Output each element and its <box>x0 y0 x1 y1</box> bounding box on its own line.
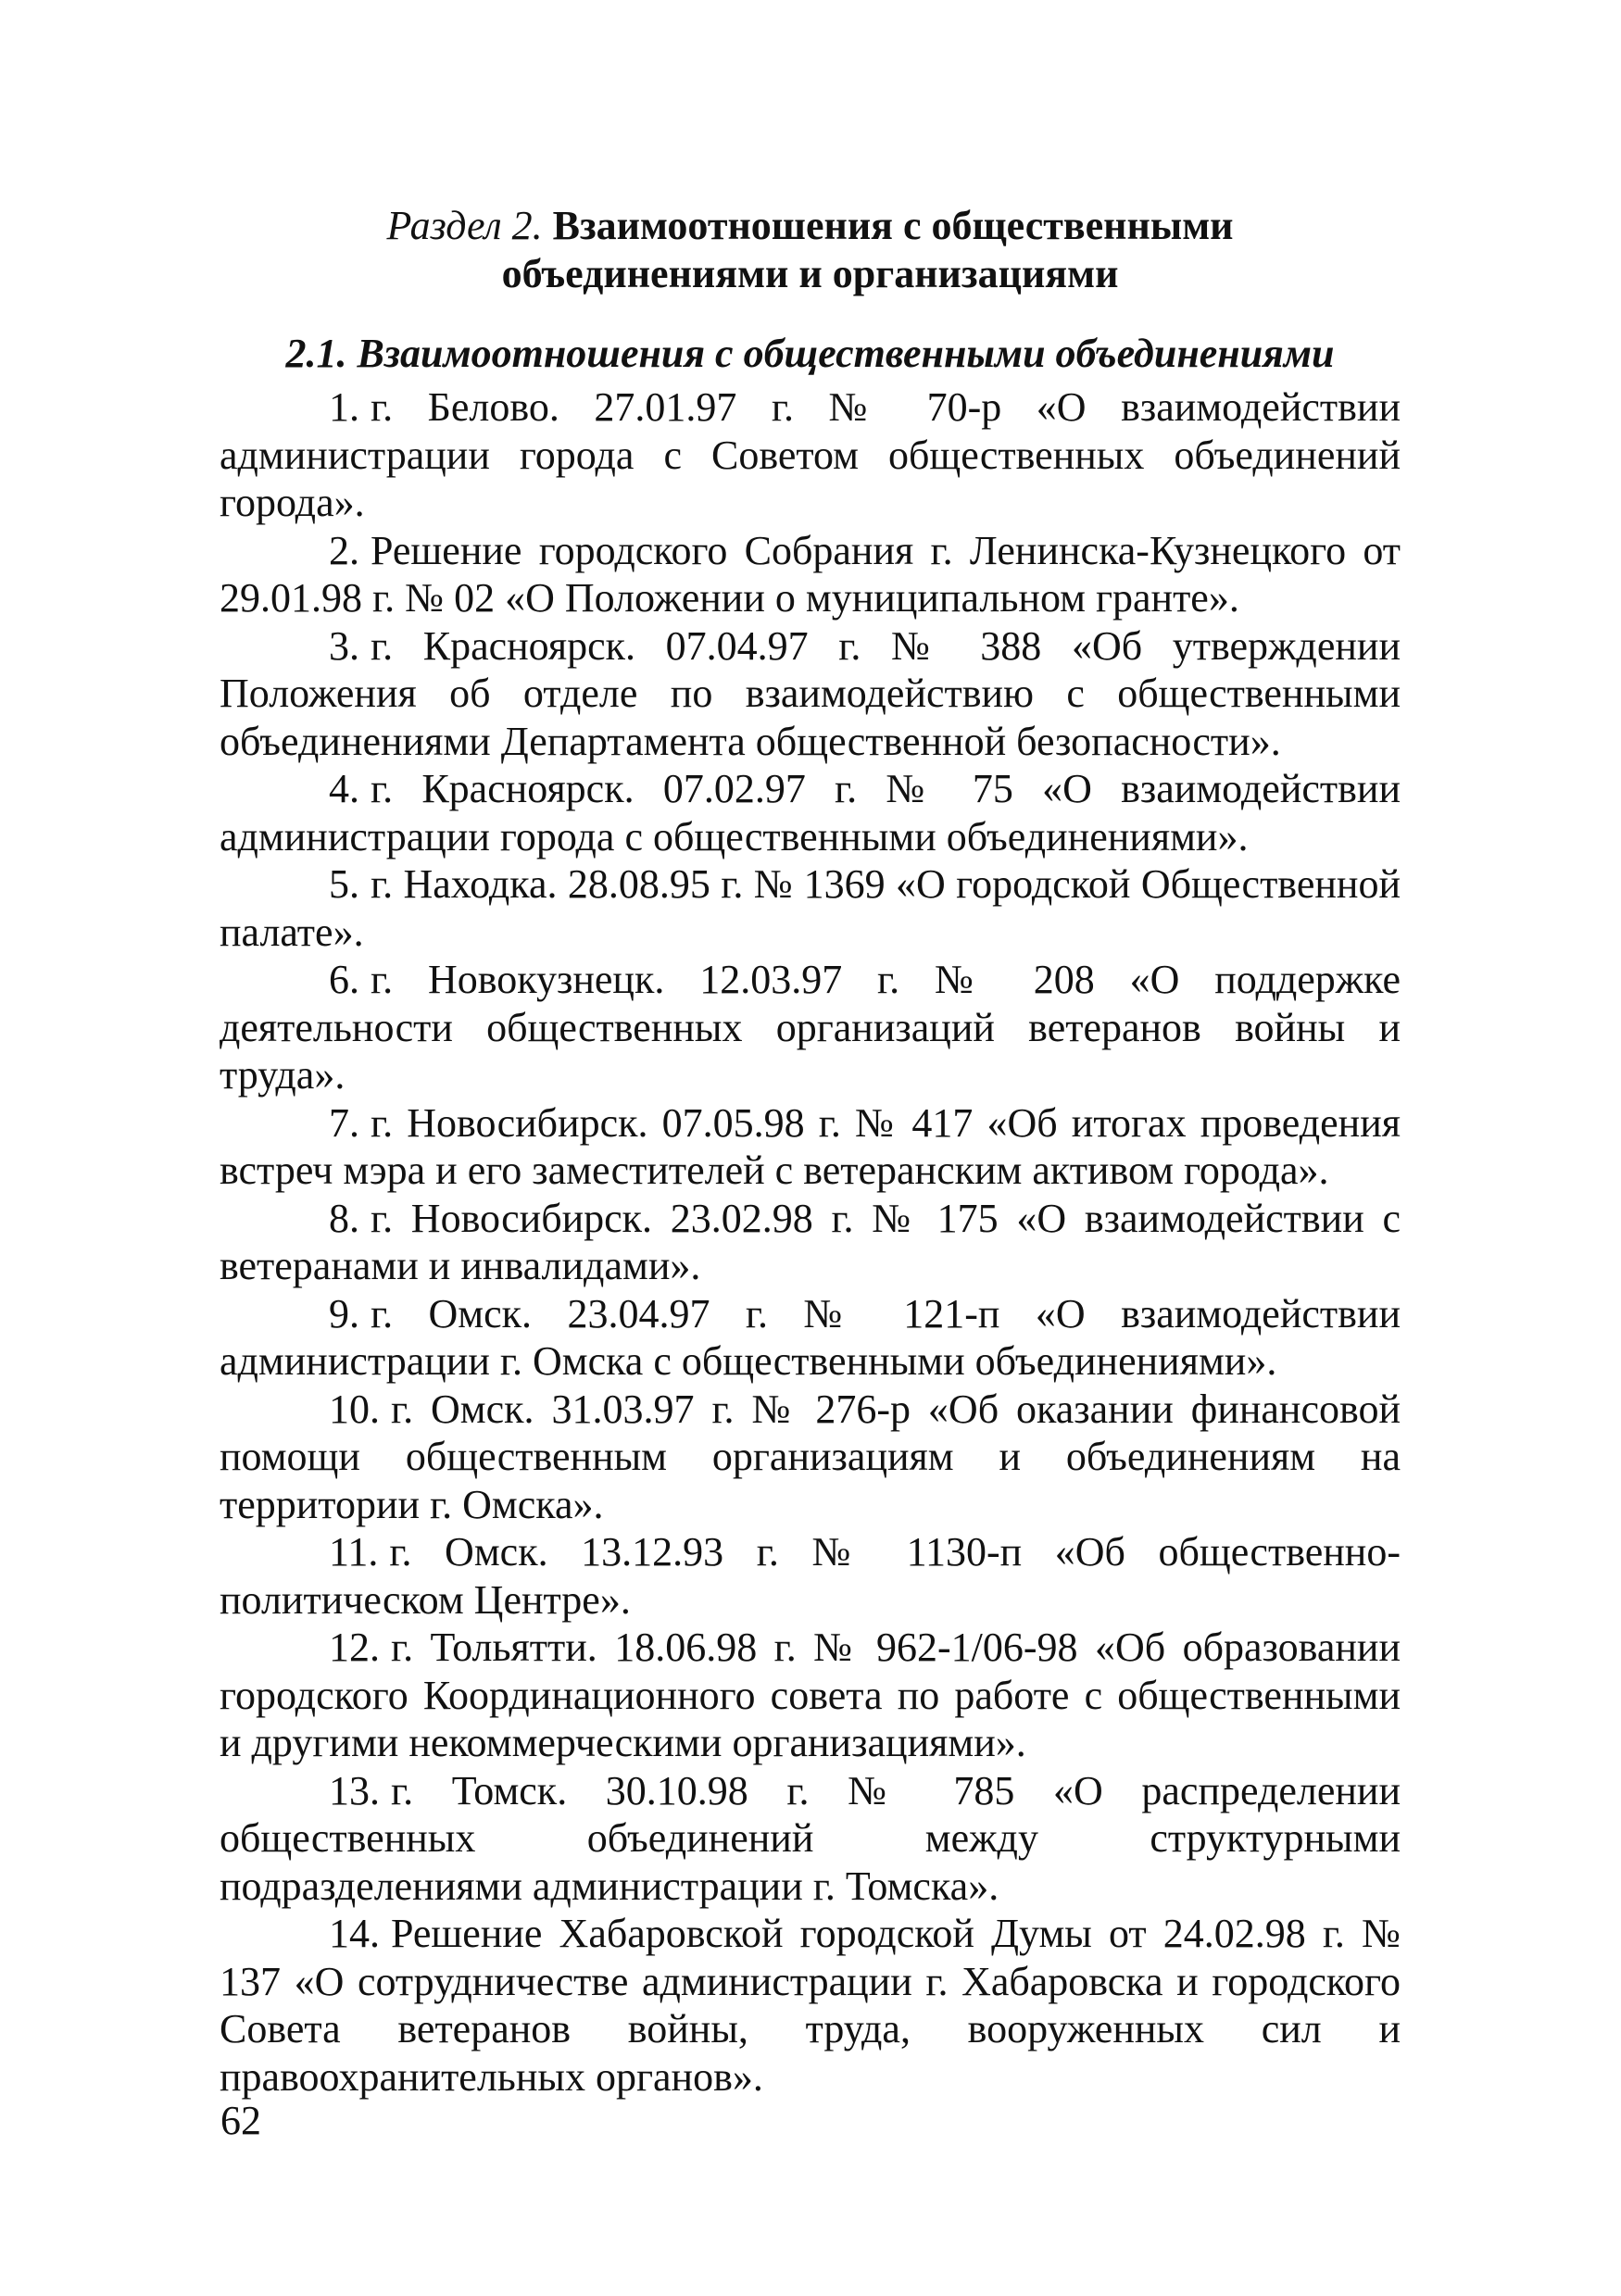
list-item <box>220 1099 1401 1195</box>
list-item-text: г. Омск. 23.04.97 г. № 121-п «О взаимодействии администрации г. Омска с общественными объединениями». <box>220 1290 1401 1384</box>
list-item <box>220 1528 1401 1624</box>
list-item-number: 3. <box>329 622 359 669</box>
list-item-text: г. Новокузнецк. 12.03.97 г. № 208 «О поддержке деятельности общественных организаций ветеранов войны и труда». <box>220 957 1401 1098</box>
list-item-number: 13. <box>329 1767 380 1813</box>
list-item-number: 6. <box>329 957 359 1002</box>
list-item-number: 11. <box>329 1529 379 1575</box>
list-item-text: г. Новосибирск. 23.02.98 г. № 175 «О взаимодействии с ветеранами и инвалидами». <box>220 1195 1401 1288</box>
section-heading-line-1 <box>220 202 1401 250</box>
list-item <box>220 527 1401 622</box>
list-item-number: 9. <box>329 1290 359 1336</box>
list-item-text: г. Находка. 28.08.95 г. № 1369 «О городской Общественной палате». <box>220 861 1401 955</box>
list-item-text: Решение городского Собрания г. Ленинска-Кузнецкого от 29.01.98 г. № 02 «О Положении о муниципальном гранте». <box>220 527 1401 621</box>
list-item <box>220 1624 1401 1767</box>
list-item-number: 8. <box>329 1195 359 1241</box>
list-item-text: г. Тольятти. 18.06.98 г. № 962-1/06-98 «Об образовании городского Координационного совета по работе с общественными и другими некоммерческими организациями». <box>220 1625 1401 1765</box>
section-title-line-2: объединениями и организациями <box>501 251 1119 296</box>
list-item <box>220 1195 1401 1290</box>
list-item <box>220 860 1401 956</box>
subsection-heading: 2.1. Взаимоотношения с общественными объединениями <box>285 331 1335 376</box>
section-title-line-1: Взаимоотношения с общественными <box>552 203 1234 248</box>
list-item-text: г. Новосибирск. 07.05.98 г. № 417 «Об итогах проведения встреч мэра и его заместителей с ветеранским активом города». <box>220 1099 1401 1193</box>
list-item-number: 2. <box>329 527 359 573</box>
list-item-number: 14. <box>329 1911 380 1956</box>
list-item <box>220 1386 1401 1529</box>
document-entries-list <box>220 383 1401 2101</box>
section-label: Раздел 2. <box>386 203 543 248</box>
list-item <box>220 622 1401 766</box>
list-item-text: г. Красноярск. 07.02.97 г. № 75 «О взаимодействии администрации города с общественными объединениями». <box>220 766 1401 859</box>
list-item-number: 12. <box>329 1625 380 1670</box>
list-item-number: 5. <box>329 861 359 907</box>
list-item-number: 4. <box>329 766 359 811</box>
list-item-number: 10. <box>329 1386 380 1432</box>
list-item-text: Решение Хабаровской городской Думы от 24.02.98 г. № 137 «О сотрудничестве администрации г. Хабаровска и городского Совета ветеранов войны, труда, вооруженных сил и правоохранительных органов». <box>220 1911 1401 2100</box>
list-item-number: 1. <box>329 384 359 430</box>
section-heading <box>220 202 1401 298</box>
page-number: 62 <box>220 2098 261 2143</box>
list-item-text: г. Омск. 13.12.93 г. № 1130-п «Об общественно-политическом Центре». <box>220 1529 1401 1623</box>
list-item-text: г. Белово. 27.01.97 г. № 70-р «О взаимодействии администрации города с Советом общественных объединений города». <box>220 384 1401 525</box>
page-body <box>220 202 1401 2101</box>
list-item <box>220 383 1401 527</box>
list-item <box>220 1910 1401 2101</box>
list-item-text: г. Красноярск. 07.04.97 г. № 388 «Об утверждении Положения об отделе по взаимодействию с общественными объединениями Департамента общественной безопасности». <box>220 622 1401 764</box>
list-item-number: 7. <box>329 1099 359 1146</box>
list-item-text: г. Томск. 30.10.98 г. № 785 «О распределении общественных объединений между структурными подразделениями администрации г. Томска». <box>220 1767 1401 1909</box>
list-item-text: г. Омск. 31.03.97 г. № 276-р «Об оказании финансовой помощи общественным организациям и объединениям на территории г. Омска». <box>220 1386 1401 1527</box>
list-item <box>220 1767 1401 1911</box>
list-item <box>220 765 1401 860</box>
list-item <box>220 1290 1401 1386</box>
list-item <box>220 956 1401 1099</box>
